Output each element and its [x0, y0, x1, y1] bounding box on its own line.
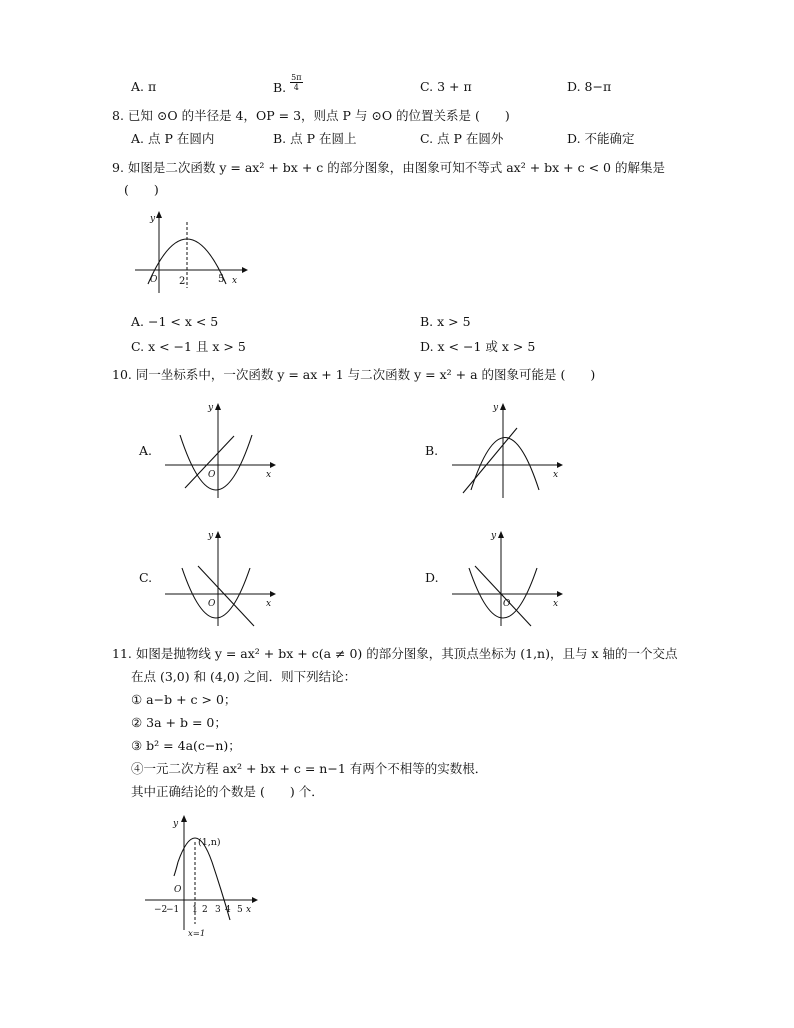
q7-option-a[interactable]: A. π [131, 79, 157, 94]
y-label: y [208, 403, 214, 413]
q7-option-d[interactable]: D. 8−π [567, 79, 612, 94]
tick-4: 4 [225, 905, 231, 915]
x-label: x [232, 276, 238, 286]
fraction-denominator: 4 [293, 83, 299, 92]
q8-option-a[interactable]: A. 点 P 在圆内 [131, 131, 215, 146]
q8-stem: 8. 已知 ⊙O 的半径是 4，OP = 3，则点 P 与 ⊙O 的位置关系是 ( ) [112, 108, 510, 123]
q7-option-b[interactable]: B. $\frac{5\pi}{4}$ [273, 73, 302, 95]
origin-label: O [150, 275, 158, 285]
parabola-curve [471, 438, 539, 491]
x-axis-arrow [242, 267, 248, 273]
vertex-label: (1,n) [198, 837, 221, 848]
y-axis-arrow [181, 815, 187, 822]
fraction [290, 73, 302, 92]
origin-label: O [208, 599, 216, 609]
y-label: y [173, 819, 179, 829]
tick-3: 3 [215, 905, 221, 915]
q8-option-c[interactable]: C. 点 P 在圆外 [420, 131, 504, 146]
x-label: x [266, 599, 272, 609]
origin-label: O [503, 599, 511, 609]
q9-option-b[interactable]: B. x > 5 [420, 314, 471, 329]
x-label: x [553, 599, 559, 609]
q9-graph [130, 208, 250, 298]
line-graph [198, 566, 254, 626]
x-label: x [553, 470, 559, 480]
q11-conclusion-3: ③ b² = 4a(c−n)； [131, 738, 241, 753]
q9-stem-line1: 9. 如图是二次函数 y = ax² + bx + c 的部分图象，由图象可知不等式 ax² + bx + c < 0 的解集是 [112, 160, 665, 175]
line-graph [463, 428, 517, 493]
q10-option-a-letter[interactable]: A. [139, 443, 153, 458]
y-label: y [208, 531, 214, 541]
q11-stem-line2: 在点 (3,0) 和 (4,0) 之间．则下列结论： [131, 669, 357, 684]
q7-option-c[interactable]: C. 3 + π [420, 79, 472, 94]
q10-graph-c[interactable] [160, 528, 280, 628]
q9-option-a[interactable]: A. −1 < x < 5 [131, 314, 219, 329]
q11-conclusion-4: ④一元二次方程 ax² + bx + c = n−1 有两个不相等的实数根． [131, 761, 488, 776]
y-label: y [491, 531, 497, 541]
x-label: x [246, 905, 252, 915]
tick-5: 5 [237, 905, 243, 915]
q10-graph-b[interactable] [447, 400, 567, 500]
origin-label: O [174, 885, 182, 895]
q10-option-b-letter[interactable]: B. [425, 443, 439, 458]
parabola-curve [469, 568, 537, 618]
q10-graph-a[interactable] [160, 400, 280, 500]
tick-5: 5 [218, 274, 225, 285]
tick-minus-2: −2 [154, 905, 168, 915]
tick-minus-1: −1 [166, 905, 180, 915]
tick-1: 1 [192, 905, 198, 915]
y-axis-arrow [156, 211, 162, 218]
axis-label: x=1 [188, 929, 206, 939]
q11-stem-line1: 11. 如图是抛物线 y = ax² + bx + c(a ≠ 0) 的部分图象，其顶点坐标为 (1,n)，且与 x 轴的一个交点 [112, 646, 678, 661]
q9-option-c[interactable]: C. x < −1 且 x > 5 [131, 339, 246, 354]
y-label: y [493, 403, 499, 413]
line-graph [185, 436, 234, 488]
x-label: x [266, 470, 272, 480]
q11-question: 其中正确结论的个数是 ( ) 个． [131, 784, 324, 799]
line-graph [475, 566, 531, 626]
q9-stem-line2: ( ) [124, 182, 159, 197]
q9-option-d[interactable]: D. x < −1 或 x > 5 [420, 339, 536, 354]
tick-2: 2 [179, 276, 186, 287]
q8-option-b[interactable]: B. 点 P 在圆上 [273, 131, 357, 146]
q10-graph-d[interactable] [447, 528, 567, 628]
y-label: y [150, 214, 156, 224]
origin-label: O [208, 470, 216, 480]
q11-conclusion-1: ① a−b + c > 0； [131, 692, 237, 707]
fraction-numerator: 5π [291, 73, 302, 82]
q10-option-d-letter[interactable]: D. [425, 570, 439, 585]
tick-2: 2 [202, 905, 208, 915]
q11-conclusion-2: ② 3a + b = 0； [131, 715, 227, 730]
x-axis-arrow [252, 897, 258, 903]
q11-graph [140, 812, 270, 942]
q8-option-d[interactable]: D. 不能确定 [567, 131, 635, 146]
q10-option-c-letter[interactable]: C. [139, 570, 153, 585]
q10-stem: 10. 同一坐标系中，一次函数 y = ax + 1 与二次函数 y = x² + a 的图象可能是 ( ) [112, 367, 596, 382]
